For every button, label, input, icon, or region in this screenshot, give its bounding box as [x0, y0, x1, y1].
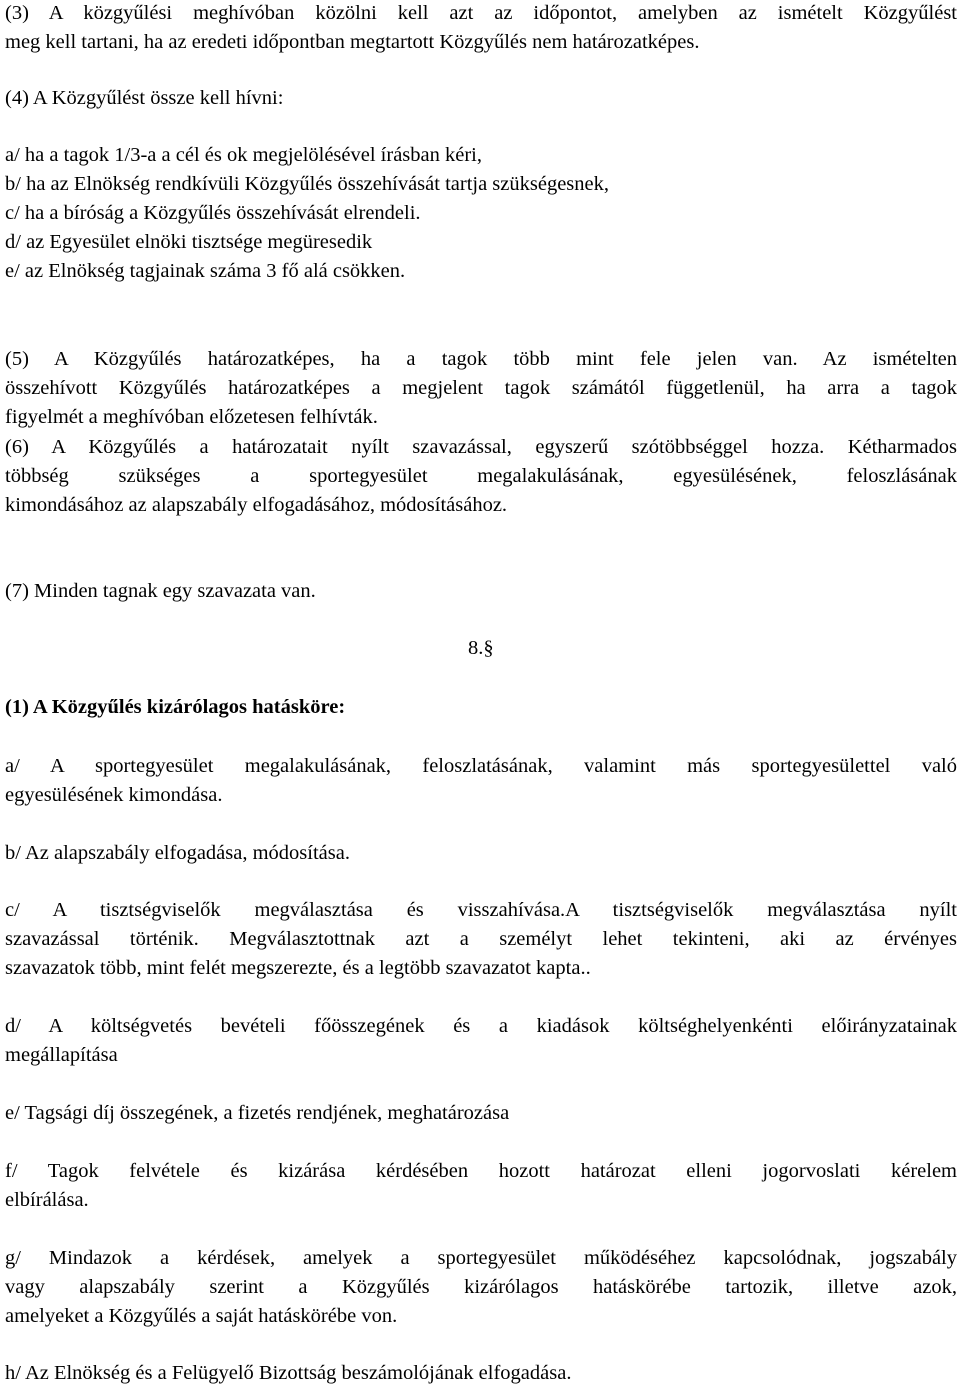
list-item: b/ ha az Elnökség rendkívüli Közgyűlés összehívását tartja szükségesnek,	[5, 173, 610, 195]
paragraph-line: e/ Tagsági díj összegének, a fizetés rendjének, meghatározása	[5, 1102, 510, 1124]
paragraph-7	[5, 577, 316, 606]
paragraph-5	[5, 345, 957, 432]
paragraph-line: szavazatok több, mint felét megszerezte, és a legtöbb szavazatot kapta..	[5, 957, 591, 979]
item-a	[5, 752, 957, 810]
paragraph-line: amelyeket a Közgyűlés a saját hatáskörébe von.	[5, 1305, 398, 1327]
section-number: 8.§	[468, 637, 494, 659]
list-item: e/ az Elnökség tagjainak száma 3 fő alá csökken.	[5, 260, 406, 282]
paragraph-line: b/ Az alapszabály elfogadása, módosítása.	[5, 842, 350, 864]
paragraph-line: meg kell tartani, ha az eredeti időpontban megtartott Közgyűlés nem határozatképes.	[5, 31, 700, 53]
list-item: d/ az Egyesület elnöki tisztsége megüresedik	[5, 231, 373, 253]
paragraph-6	[5, 433, 957, 520]
list-item: c/ ha a bíróság a Közgyűlés összehívását elrendeli.	[5, 202, 421, 224]
paragraph-line: g/ Mindazok a kérdések, amelyek a sportegyesület működéséhez kapcsolódnak, jogszabály	[5, 1247, 957, 1269]
paragraph-3	[5, 0, 957, 57]
paragraph-4-list	[5, 141, 609, 286]
paragraph-line: egyesülésének kimondása.	[5, 784, 223, 806]
paragraph-line: (6) A Közgyűlés a határozatait nyílt szavazással, egyszerű szótöbbséggel hozza. Kétharmados	[5, 436, 957, 458]
paragraph-line: c/ A tisztségviselők megválasztása és visszahívása.A tisztségviselők megválasztása nyílt	[5, 899, 957, 921]
paragraph-line: h/ Az Elnökség és a Felügyelő Bizottság beszámolójának elfogadása.	[5, 1362, 572, 1384]
item-c	[5, 896, 957, 983]
item-d	[5, 1012, 957, 1070]
item-f	[5, 1157, 957, 1215]
paragraph-line: megállapítása	[5, 1044, 118, 1066]
list-item: a/ ha a tagok 1/3-a a cél és ok megjelölésével írásban kéri,	[5, 144, 482, 166]
paragraph-line: a/ A sportegyesület megalakulásának, feloszlatásának, valamint más sportegyesülettel való	[5, 755, 957, 777]
paragraph-line: szavazással történik. Megválasztottnak azt a személyt lehet tekinteni, aki az érvényes	[5, 928, 957, 950]
paragraph-line: többség szükséges a sportegyesület megalakulásának, egyesülésének, feloszlásának	[5, 465, 957, 487]
item-b	[5, 839, 350, 868]
paragraph-line: elbírálása.	[5, 1189, 89, 1211]
paragraph-4-intro	[5, 84, 283, 113]
item-e	[5, 1099, 509, 1128]
paragraph-line: összehívott Közgyűlés határozatképes a megjelent tagok számától függetlenül, ha arra a tagok	[5, 377, 957, 399]
paragraph-line: d/ A költségvetés bevételi főösszegének és a kiadások költséghelyenkénti előirányzatainak	[5, 1015, 957, 1037]
paragraph-line: f/ Tagok felvétele és kizárása kérdésében hozott határozat elleni jogorvoslati kérelem	[5, 1160, 957, 1182]
paragraph-line: (5) A Közgyűlés határozatképes, ha a tagok több mint fele jelen van. Az ismételten	[5, 348, 957, 370]
paragraph-line: vagy alapszabály szerint a Közgyűlés kizárólagos hatáskörébe tartozik, illetve azok,	[5, 1276, 957, 1298]
paragraph-line: (7) Minden tagnak egy szavazata van.	[5, 580, 316, 602]
paragraph-line: kimondásához az alapszabály elfogadásához, módosításához.	[5, 494, 508, 516]
item-h	[5, 1359, 571, 1388]
item-g	[5, 1244, 957, 1331]
paragraph-line: figyelmét a meghívóban előzetesen felhívták.	[5, 406, 378, 428]
paragraph-line: (4) A Közgyűlést össze kell hívni:	[5, 87, 284, 109]
section-heading: (1) A Közgyűlés kizárólagos hatásköre:	[5, 696, 346, 718]
paragraph-line: (3) A közgyűlési meghívóban közölni kell azt az időpontot, amelyben az ismételt Közgyűlést	[5, 2, 957, 24]
